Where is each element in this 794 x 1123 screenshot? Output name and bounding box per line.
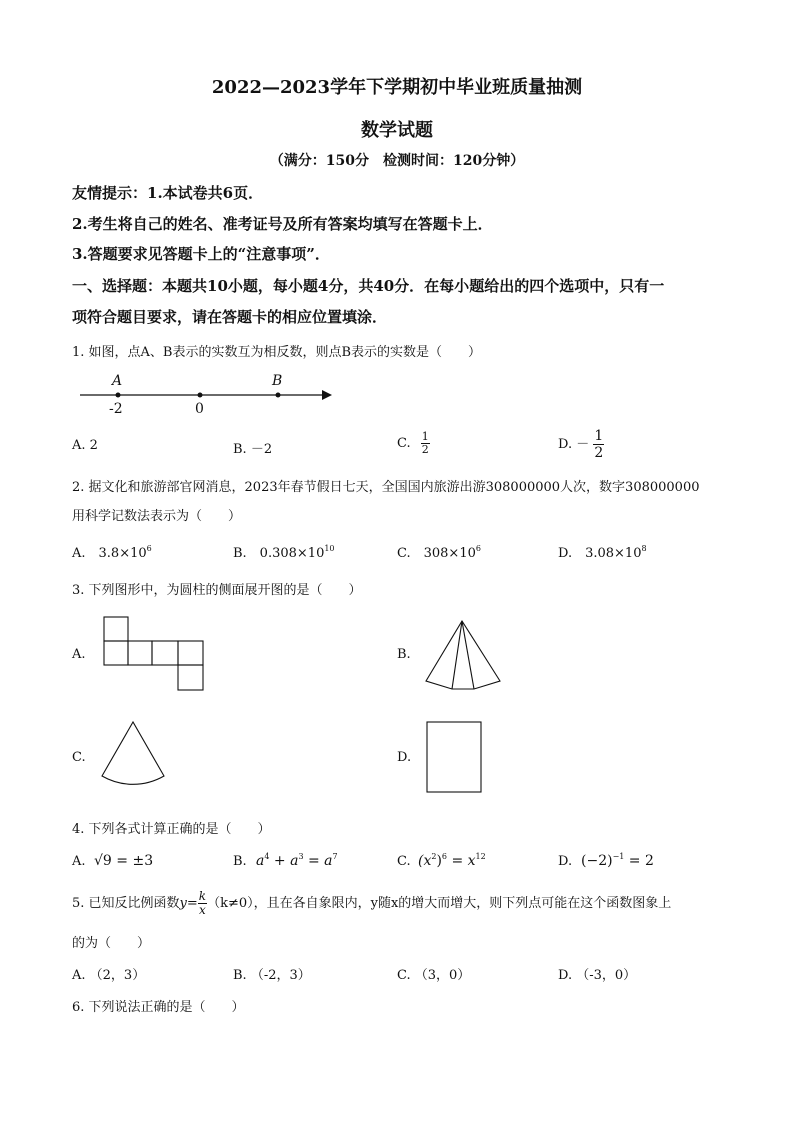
q3-label-c: C. [72,750,86,765]
point-a-label: A [112,373,123,389]
tick-label-neg2: -2 [109,401,123,417]
cube-net-figure [104,617,203,690]
q2-option-b: B. $0.308\times 10^{10}$ [233,544,335,561]
q2-option-a: A. $3.8\times 10^6$ [72,544,152,561]
q4-label-b: B. [233,854,247,869]
rectangle-figure [427,722,481,792]
sector-figure [102,722,164,784]
q3-stem: 3. 下列图形中，为圆柱的侧面展开图的是（ ） [72,583,362,598]
q1-option-c: C. $\frac{1}{2}$ [397,430,429,456]
section1-line2: 项符合题目要求，请在答题卡的相应位置填涂． [72,308,388,326]
q2-line1: 2. 据文化和旅游部官网消息，2023年春节假日七天，全国国内旅游出游308000000人次，数字308000000 [72,480,700,495]
tick-label-0: 0 [195,401,204,417]
section1-line1: 一、选择题：本题共10小题，每小题4分，共40分．在每小题给出的四个选项中，只有一 [72,277,665,295]
q5-option-d: D. （-3，0） [558,968,637,983]
q2-option-d: D. $3.08\times 10^8$ [558,544,647,561]
q1-stem: 1. 如图，点A、B表示的实数互为相反数，则点B表示的实数是（ ） [72,345,482,360]
tip-1: 友情提示：1.本试卷共6页． [72,184,264,202]
q3-label-b: B. [397,647,411,662]
score-info: （满分：150分 检测时间：120分钟） [269,153,525,169]
tip-3: 3.答题要求见答题卡上的“注意事项”． [72,245,330,263]
q5-option-c: C. （3，0） [397,968,471,983]
exam-title: 2022—2023学年下学期初中毕业班质量抽测 [211,77,583,98]
q1-option-a: A. 2 [72,438,98,453]
q2-line2: 用科学记数法表示为（ ） [72,509,242,524]
q4-option-a: √9 = ±3 [94,853,154,869]
q3-label-a: A. [72,647,86,662]
q4-option-d: $(-2)^{-1} = 2$ [581,852,654,869]
q4-label-c: C. [397,854,411,869]
tip-2: 2.考生将自己的姓名、准考证号及所有答案均填写在答题卡上． [72,215,493,233]
q5-option-a: A. （2，3） [72,968,146,983]
q4-stem: 4. 下列各式计算正确的是（ ） [72,822,271,837]
q1-option-d: D. － $\frac{1}{2}$ [558,428,604,461]
q1-option-b: B. －2 [233,442,273,457]
q4-label-a: A. [72,854,86,869]
q6-stem: 6. 下列说法正确的是（ ） [72,1000,245,1015]
q3-label-d: D. [397,750,412,765]
q5-line2: 的为（ ） [72,936,151,951]
point-b-label: B [272,373,283,389]
subject-title: 数学试题 [361,120,433,141]
q4-option-c: $(x^2)^6 = x^{12}$ [418,852,486,869]
q5-option-b: B. （-2，3） [233,968,311,983]
q4-label-d: D. [558,854,573,869]
q4-option-b: $a^4 + a^3 = a^7$ [256,852,338,869]
pyramid-net-figure [426,621,500,689]
q2-option-c: C. $308\times 10^6$ [397,544,481,561]
q5-line1: 5. 已知反比例函数y= $\frac{k}{x}$ （k≠0），且在各自象限内，y随x的增大而增大，则下列点可能在这个函数图象上 [72,889,672,917]
